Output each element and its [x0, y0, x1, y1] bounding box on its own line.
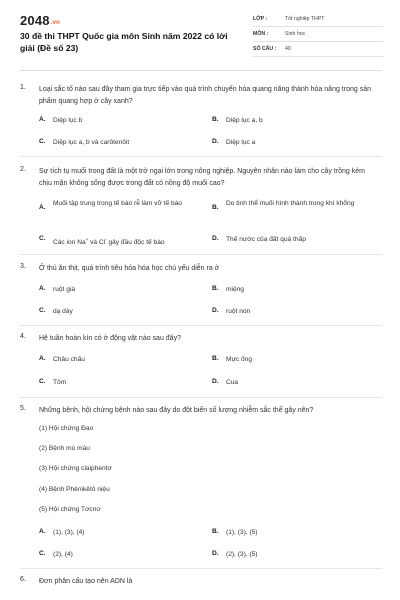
option-1c[interactable]	[39, 138, 129, 148]
option-text: Châu chấu	[53, 356, 85, 363]
question-stem: Đơn phân cấu tạo nên ADN là	[39, 578, 133, 585]
meta-row-subject	[253, 27, 383, 42]
option-text: Diệp lục a, b và carôtenôit	[53, 139, 130, 146]
option-2b[interactable]	[212, 199, 372, 211]
question-divider	[20, 254, 382, 255]
option-letter: A.	[39, 355, 46, 362]
statement-item: (4) Bệnh Phênikêtô niệu	[39, 486, 110, 493]
meta-row-class	[253, 12, 383, 27]
option-1d[interactable]	[212, 138, 255, 148]
meta-key: SỐ CÂU :	[253, 46, 277, 52]
option-text-part: gây đầu độc tế bào	[106, 239, 165, 247]
option-letter: D.	[212, 307, 219, 314]
option-letter: C.	[39, 378, 46, 385]
option-text-part: Các ion Na	[53, 239, 86, 247]
option-4a[interactable]	[39, 355, 85, 365]
statement-item: (3) Hội chứng claiphentơ	[39, 465, 112, 472]
meta-value: 40	[285, 46, 291, 52]
option-text: (2), (3), (5)	[226, 551, 258, 558]
question-stem: Những bệnh, hội chứng bệnh nào sau đây do đột biến số lượng nhiễm sắc thể gây nên?	[39, 407, 314, 414]
option-text: Mực ống	[226, 356, 253, 363]
question-divider	[20, 325, 382, 326]
option-text: Diệp lục a, b	[226, 117, 263, 124]
option-4c[interactable]	[39, 378, 66, 388]
option-letter: A.	[39, 528, 46, 535]
question-stem: Loại sắc tố nào sau đây tham gia trực tiếp vào quá trình chuyển hóa quang năng thành hóa năng trong sản phẩm quang hợp ở cây xanh?	[39, 86, 371, 105]
option-text: Diệp lục b	[53, 117, 83, 124]
charge-superscript: +	[85, 237, 89, 242]
option-text: miệng	[226, 286, 244, 293]
option-text: Muối tập trung trong tế bào rễ làm vỡ tế bào	[53, 200, 182, 207]
option-letter: B.	[212, 355, 219, 362]
question-number: 5.	[20, 405, 26, 412]
option-letter: C.	[39, 138, 46, 145]
option-text: Diệp lục a	[226, 139, 256, 146]
meta-key: LỚP :	[253, 16, 268, 22]
option-letter: C.	[39, 307, 46, 314]
question-stem: Ở thú ăn thịt, quá trình tiêu hóa hóa học chủ yếu diễn ra ở	[39, 265, 220, 272]
option-3c[interactable]	[39, 307, 73, 317]
statement-item: (1) Hội chứng Đao	[39, 425, 94, 432]
option-text: dạ dày	[53, 308, 73, 315]
option-3d[interactable]	[212, 307, 250, 317]
document-header	[0, 0, 400, 62]
statement-item: (5) Hội chứng Tơcnơ	[39, 506, 101, 513]
option-letter: D.	[212, 378, 219, 385]
option-letter: B.	[212, 116, 219, 123]
option-text: Do tinh thể muối hình thành trong khí khổng	[226, 200, 355, 207]
option-5b[interactable]	[212, 528, 258, 538]
site-logo[interactable]	[20, 13, 60, 28]
question-divider	[20, 156, 382, 157]
option-text: Cua	[226, 379, 239, 386]
meta-value: Tốt nghiệp THPT	[285, 16, 325, 22]
meta-key: MÔN :	[253, 31, 269, 37]
charge-superscript: -	[105, 237, 107, 242]
question-divider	[20, 397, 382, 398]
question-number: 3.	[20, 263, 26, 270]
question-number: 4.	[20, 333, 26, 340]
option-text	[53, 235, 165, 248]
question-stem: Sự tích tụ muối trong đất là một trở ngại lớn trong nông nghiệp. Nguyên nhân nào làm cho cây trồng kém chịu mặn không sống được trong đất có nồng độ muối cao?	[39, 168, 365, 187]
option-letter: D.	[212, 235, 219, 242]
question-divider	[20, 568, 382, 569]
option-letter: C.	[39, 235, 46, 242]
option-letter: A.	[39, 116, 46, 123]
question-number: 1.	[20, 84, 26, 91]
option-4b[interactable]	[212, 355, 252, 365]
option-5c[interactable]	[39, 550, 73, 560]
option-letter: D.	[212, 138, 219, 145]
option-text: ruột già	[53, 286, 75, 293]
question-number: 2.	[20, 166, 26, 173]
option-2c[interactable]	[39, 235, 165, 248]
header-divider	[20, 70, 382, 71]
logo-text: 2048	[20, 13, 50, 28]
option-2d[interactable]	[212, 235, 306, 245]
option-text: ruột non	[226, 308, 251, 315]
option-text: (1), (3), (4)	[53, 529, 85, 536]
option-letter: B.	[212, 204, 219, 211]
option-letter: B.	[212, 285, 219, 292]
option-text: (2), (4)	[53, 551, 73, 558]
meta-value: Sinh học	[285, 31, 306, 37]
meta-row-count	[253, 42, 383, 57]
option-text: Thế nước của đất quá thấp	[226, 236, 306, 243]
option-3a[interactable]	[39, 285, 75, 295]
option-letter: C.	[39, 550, 46, 557]
option-text: Tôm	[53, 379, 67, 386]
option-letter: D.	[212, 550, 219, 557]
option-letter: A.	[39, 204, 46, 211]
logo-suffix: .vn	[50, 20, 61, 26]
meta-table	[253, 12, 383, 57]
option-5a[interactable]	[39, 528, 85, 538]
option-text-part: và Cl	[88, 239, 106, 247]
question-number: 6.	[20, 576, 26, 583]
option-2a[interactable]	[39, 199, 199, 211]
option-letter: A.	[39, 285, 46, 292]
option-text: (1), (3), (5)	[226, 529, 258, 536]
option-3b[interactable]	[212, 285, 244, 295]
question-stem: Hệ tuần hoàn kín có ở động vật nào sau đây?	[39, 335, 181, 342]
statement-item: (2) Bệnh mù màu	[39, 445, 90, 452]
option-1b[interactable]	[212, 116, 263, 126]
option-letter: B.	[212, 528, 219, 535]
option-1a[interactable]	[39, 116, 82, 126]
document-title: 30 đề thi THPT Quốc gia môn Sinh năm 2022 có lời giải (Đề số 23)	[20, 31, 228, 53]
option-4d[interactable]	[212, 378, 238, 388]
option-5d[interactable]	[212, 550, 258, 560]
